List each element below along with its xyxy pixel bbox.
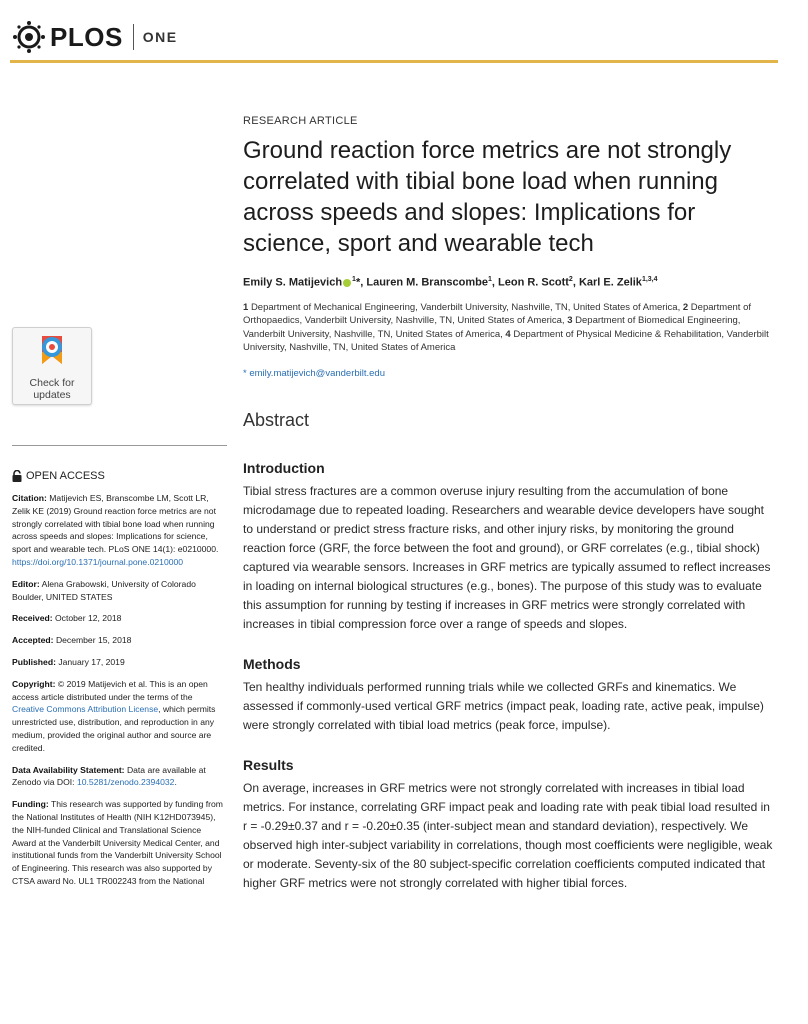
accepted-label: Accepted: — [12, 635, 54, 646]
check-for-updates-button[interactable] — [12, 327, 92, 405]
affil-num: 2 — [682, 301, 689, 313]
citation — [12, 492, 226, 569]
author-affil-sup: 2 — [568, 276, 573, 283]
open-access-badge — [12, 470, 105, 482]
author-name[interactable]: Emily S. Matijevich — [243, 276, 343, 289]
journal-name: ONE — [142, 29, 178, 45]
accepted-date — [12, 634, 226, 647]
funding-label: Funding: — [12, 799, 49, 810]
published-text: January 17, 2019 — [58, 656, 125, 667]
article-info-sidebar — [12, 492, 226, 897]
published-label: Published: — [12, 656, 56, 667]
introduction-text: Tibial stress fractures are a common overuse injury resulting from the accumulation of bone microdamage due to repeated loading. Researchers and wearable device developers have sought to understand or predict stress fracture risks, and other injury risks, by monitoring the ground reaction force (GRF, the force between the foot and ground), or GRF correlates (e.g., tibial shock) captured via wearable sensors. Increases in GRF metrics are typically assumed to reflect increases in loading on internal biological structures (e.g., bones). The purpose of this study was to evaluate this assumption for running by testing if increases in GRF metrics were strongly correlated with increases in tibial compression force over a range of speeds and slopes. — [243, 483, 771, 631]
affil-num: 4 — [505, 328, 511, 340]
data-doi-link[interactable]: 10.5281/zenodo.2394032 — [76, 777, 175, 788]
crossmark-icon — [35, 332, 69, 372]
crossmark-label-1: Check for — [29, 377, 75, 389]
editor-text: Alena Grabowski, University of Colorado Boulder, UNITED STATES — [12, 578, 196, 602]
logo-text: PLOS — [50, 21, 123, 52]
editor-label: Editor: — [12, 578, 40, 589]
citation-text: Matijevich ES, Branscombe LM, Scott LR, Zelik KE (2019) Ground reaction force metrics are not strongly correlated with tibial bone load when running across speeds and slopes: Implications for science, sport and wearable tech. PLoS ONE 14(1): e0210000. — [12, 493, 219, 555]
open-access-label: OPEN ACCESS — [26, 470, 105, 482]
citation-label: Citation: — [12, 493, 47, 503]
affil-num: 1 — [243, 301, 249, 313]
plos-logo[interactable] — [12, 20, 178, 54]
affiliations — [243, 301, 775, 355]
received-label: Received: — [12, 613, 53, 624]
received-date — [12, 612, 226, 625]
data-availability-end: . — [174, 777, 177, 788]
affil-num: 3 — [567, 315, 573, 327]
author-name[interactable]: Karl E. Zelik — [578, 276, 642, 289]
orcid-icon[interactable] — [343, 279, 351, 287]
copyright-text: © 2019 Matijevich et al. This is an open access article distributed under the terms of the — [12, 678, 208, 702]
methods-text: Ten healthy individuals performed running trials while we collected GRFs and kinematics. We assessed if commonly-used vertical GRF metrics (impact peak, loading rate, active peak, impulse) were strongly correlated with tibial load metrics (peak force, impulse). — [243, 679, 764, 732]
article-main — [243, 115, 775, 893]
article-title: Ground reaction force metrics are not strongly correlated with tibial bone load when running across speeds and slopes: Implications for science, sport and wearable tech — [243, 137, 732, 257]
published-date — [12, 656, 226, 669]
results-heading: Results — [243, 756, 294, 773]
open-lock-icon — [12, 470, 22, 482]
author-name[interactable]: Leon R. Scott — [498, 276, 569, 289]
methods-heading: Methods — [243, 655, 301, 672]
copyright — [12, 678, 226, 755]
data-availability — [12, 764, 226, 790]
funding-text: This research was supported by funding from the National Institutes of Health (NIH K12HD073945), the NIH-funded Clinical and Translational Science Award at the Vanderbilt University Medical Center, and institutional funds from the Vanderbilt University School of Engineering. This research was also supported by CTSA award No. UL1 TR002243 from the National — [12, 799, 223, 886]
author-affil-sup: 1 — [488, 276, 492, 283]
funding — [12, 798, 226, 888]
article-type: RESEARCH ARTICLE — [243, 115, 358, 127]
results-text: On average, increases in GRF metrics were not strongly correlated with increases in tibial load metrics. For instance, correlating GRF impact peak and loading rate with peak tibial load resulted in r = -0.29±0.37 and r = -0.20±0.35 (inter-subject mean and standard deviation), respectively. We observed high inter-subject variability in correlations, though most coefficients were negligible, weak or moderate. Seventy-six of the 80 subject-specific correlation coefficients computed indicated that higher GRF metrics were not strongly correlated with higher tibial forces. — [243, 780, 773, 890]
corresponding-marker: * — [355, 276, 361, 289]
license-link[interactable]: Creative Commons Attribution License — [12, 704, 159, 715]
crossmark-label-2: updates — [33, 389, 71, 401]
logo-divider — [133, 24, 134, 50]
accepted-text: December 15, 2018 — [55, 635, 132, 646]
author-list: Emily S. Matijevich $^1$*, Lauren M. Branscombe$^1$, Leon R. Scott$^2$, Karl E. Zelik$^{1,3,4}$ — [243, 276, 658, 289]
affil-text: Department of Orthopaedics, Vanderbilt University, Nashville, TN, United States of America, — [243, 301, 751, 327]
editor — [12, 578, 226, 604]
affil-text: Department of Biomedical Engineering, Vanderbilt University, Nashville, TN, United States of America, — [243, 315, 741, 340]
introduction-heading: Introduction — [243, 459, 325, 476]
author-name[interactable]: Lauren M. Branscombe — [366, 276, 488, 289]
author-affil-sup: 1 — [352, 276, 356, 283]
copyright-label: Copyright: — [12, 678, 56, 689]
copyright-text-end: , which permits unrestricted use, distribution, and reproduction in any medium, provided the original author and source are credited. — [12, 704, 216, 753]
citation-doi-link[interactable]: https://doi.org/10.1371/journal.pone.0210000 — [12, 556, 184, 567]
author-affil-sup: 1,3,4 — [641, 276, 658, 283]
received-text: October 12, 2018 — [55, 613, 122, 624]
affil-text: Department of Physical Medicine & Rehabilitation, Vanderbilt University, Nashville, TN, United States of America — [243, 328, 769, 354]
header-rule — [10, 60, 778, 63]
abstract-heading: Abstract — [243, 409, 310, 430]
affil-text: Department of Mechanical Engineering, Vanderbilt University, Nashville, TN, United States of America, — [250, 301, 681, 313]
left-column-divider — [12, 445, 227, 446]
data-availability-label: Data Availability Statement: — [12, 764, 125, 775]
data-availability-text: Data are available at Zenodo via DOI: — [12, 764, 206, 788]
corresponding-email-link[interactable]: * emily.matijevich@vanderbilt.edu — [243, 367, 385, 379]
plos-logo-icon — [12, 20, 46, 54]
